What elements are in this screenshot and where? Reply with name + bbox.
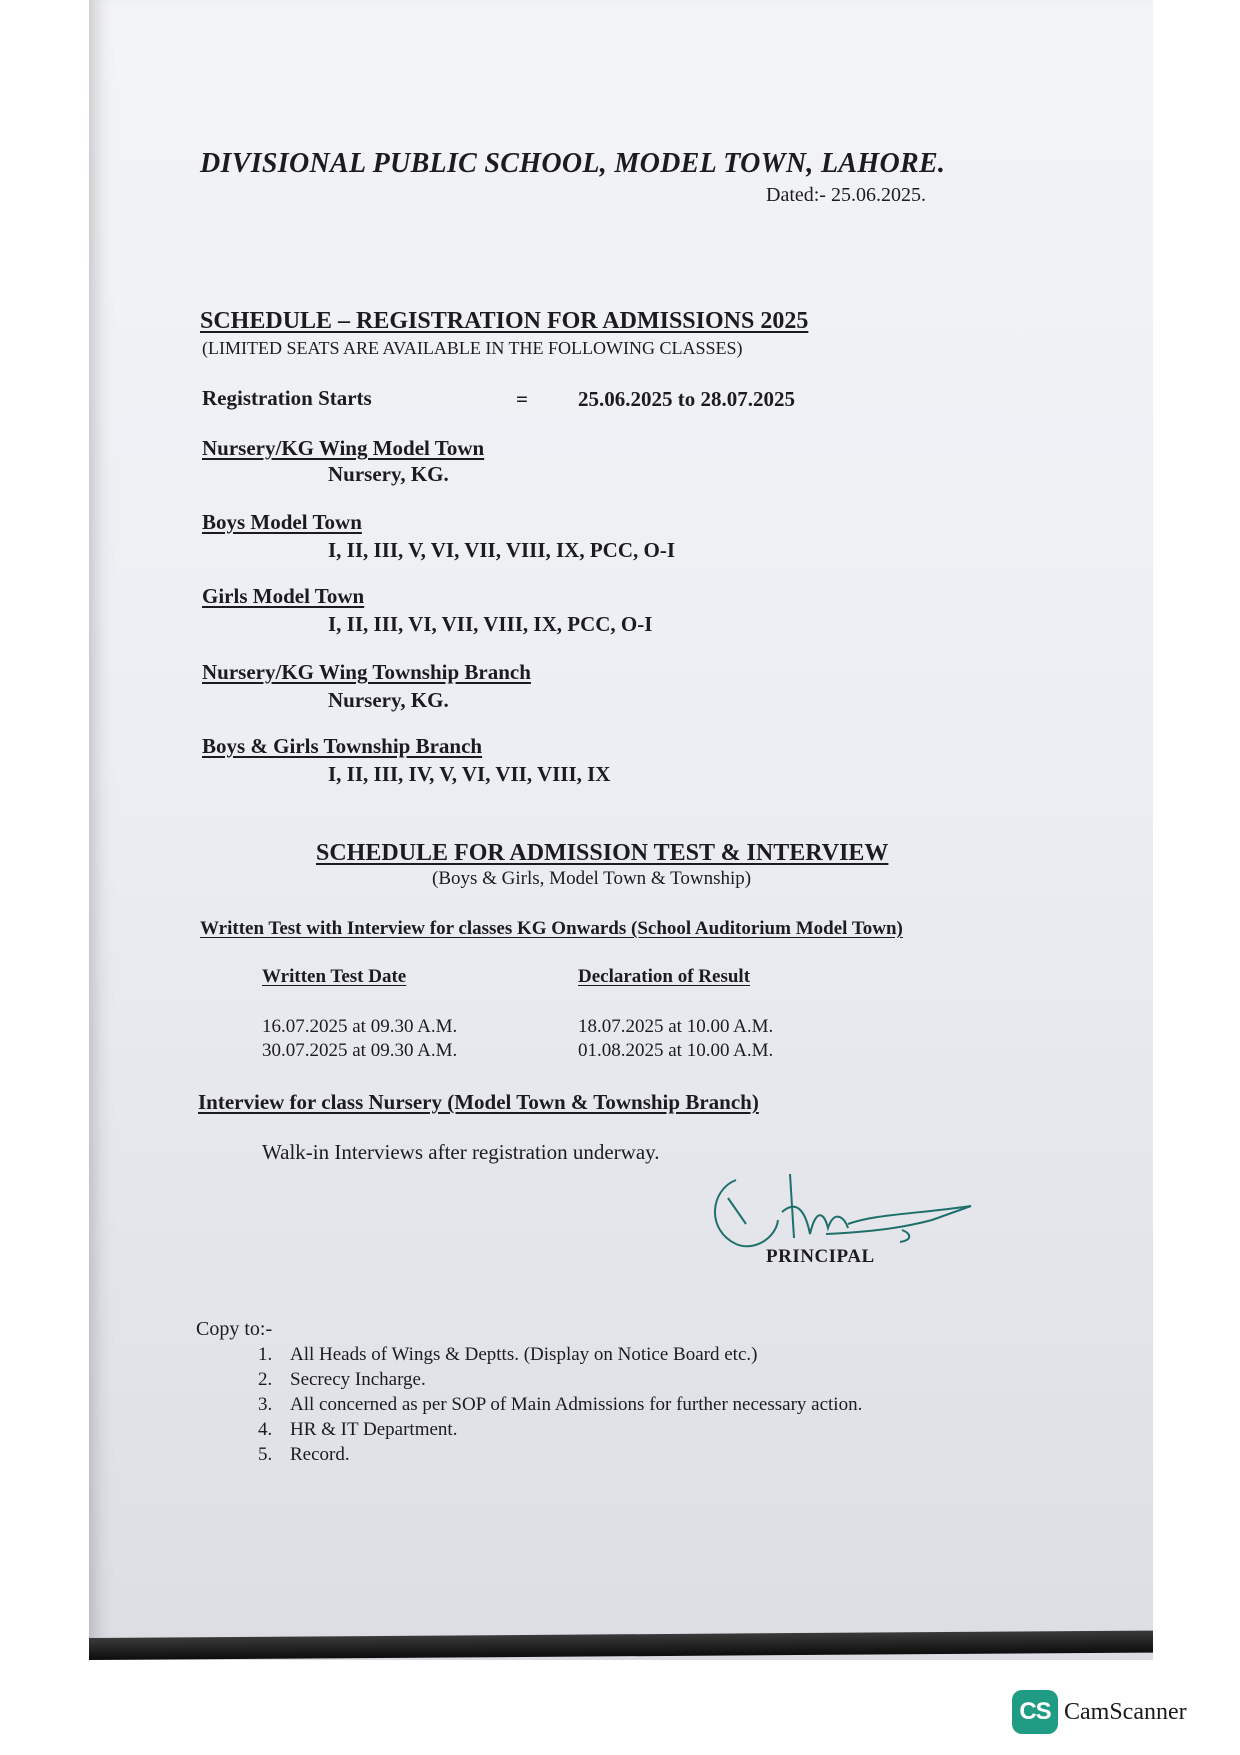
walkin-note: Walk-in Interviews after registration underway. bbox=[262, 1140, 660, 1164]
test-date-cell: 16.07.2025 at 09.30 A.M. bbox=[262, 1016, 458, 1037]
test-date-cell: 30.07.2025 at 09.30 A.M. bbox=[262, 1040, 458, 1061]
registration-equals: = bbox=[516, 387, 528, 411]
registration-schedule-subtitle: (LIMITED SEATS ARE AVAILABLE IN THE FOLLOWING CLASSES) bbox=[202, 338, 743, 358]
result-date-cell: 01.08.2025 at 10.00 A.M. bbox=[578, 1040, 774, 1061]
camscanner-logo-icon: CS bbox=[1012, 1690, 1058, 1734]
wing-title: Boys & Girls Township Branch bbox=[202, 734, 483, 758]
wing-title: Girls Model Town bbox=[202, 584, 365, 608]
list-item: 3. All concerned as per SOP of Main Admissions for further necessary action. bbox=[258, 1394, 863, 1415]
column-header-result: Declaration of Result bbox=[578, 966, 751, 987]
list-item: 2. Secrecy Incharge. bbox=[258, 1369, 426, 1390]
list-item: 1. All Heads of Wings & Deptts. (Display on Notice Board etc.) bbox=[258, 1344, 758, 1365]
copy-to-heading: Copy to:- bbox=[196, 1318, 273, 1340]
wing-classes: Nursery, KG. bbox=[328, 688, 449, 712]
written-test-heading: Written Test with Interview for classes KG Onwards (School Auditorium Model Town) bbox=[200, 918, 903, 939]
page-bottom-shadow bbox=[89, 1631, 1153, 1660]
wing-title: Nursery/KG Wing Township Branch bbox=[202, 660, 531, 684]
principal-title: PRINCIPAL bbox=[766, 1246, 875, 1267]
wing-title: Boys Model Town bbox=[202, 510, 362, 534]
list-item: 5. Record. bbox=[258, 1444, 350, 1465]
registration-schedule-title: SCHEDULE – REGISTRATION FOR ADMISSIONS 2025 bbox=[200, 308, 809, 334]
registration-period: 25.06.2025 to 28.07.2025 bbox=[578, 387, 795, 411]
result-date-cell: 18.07.2025 at 10.00 A.M. bbox=[578, 1016, 774, 1037]
copy-to-list bbox=[258, 1342, 862, 1467]
wing-classes: Nursery, KG. bbox=[328, 462, 449, 486]
nursery-interview-heading: Interview for class Nursery (Model Town & Township Branch) bbox=[198, 1090, 759, 1114]
document-date: Dated:- 25.06.2025. bbox=[766, 184, 926, 206]
list-item: 4. HR & IT Department. bbox=[258, 1419, 458, 1440]
test-schedule-title: SCHEDULE FOR ADMISSION TEST & INTERVIEW bbox=[316, 840, 889, 866]
school-name: DIVISIONAL PUBLIC SCHOOL, MODEL TOWN, LAHORE. bbox=[200, 148, 946, 179]
wing-classes: I, II, III, VI, VII, VIII, IX, PCC, O-I bbox=[328, 612, 653, 636]
column-header-test-date: Written Test Date bbox=[262, 966, 407, 987]
camscanner-watermark: CamScanner bbox=[1064, 1699, 1187, 1725]
wing-classes: I, II, III, V, VI, VII, VIII, IX, PCC, O-I bbox=[328, 538, 676, 562]
wing-classes: I, II, III, IV, V, VI, VII, VIII, IX bbox=[328, 762, 611, 786]
registration-label: Registration Starts bbox=[202, 386, 372, 410]
wing-title: Nursery/KG Wing Model Town bbox=[202, 436, 485, 460]
principal-signature bbox=[706, 1168, 976, 1258]
test-schedule-subtitle: (Boys & Girls, Model Town & Township) bbox=[432, 868, 752, 889]
